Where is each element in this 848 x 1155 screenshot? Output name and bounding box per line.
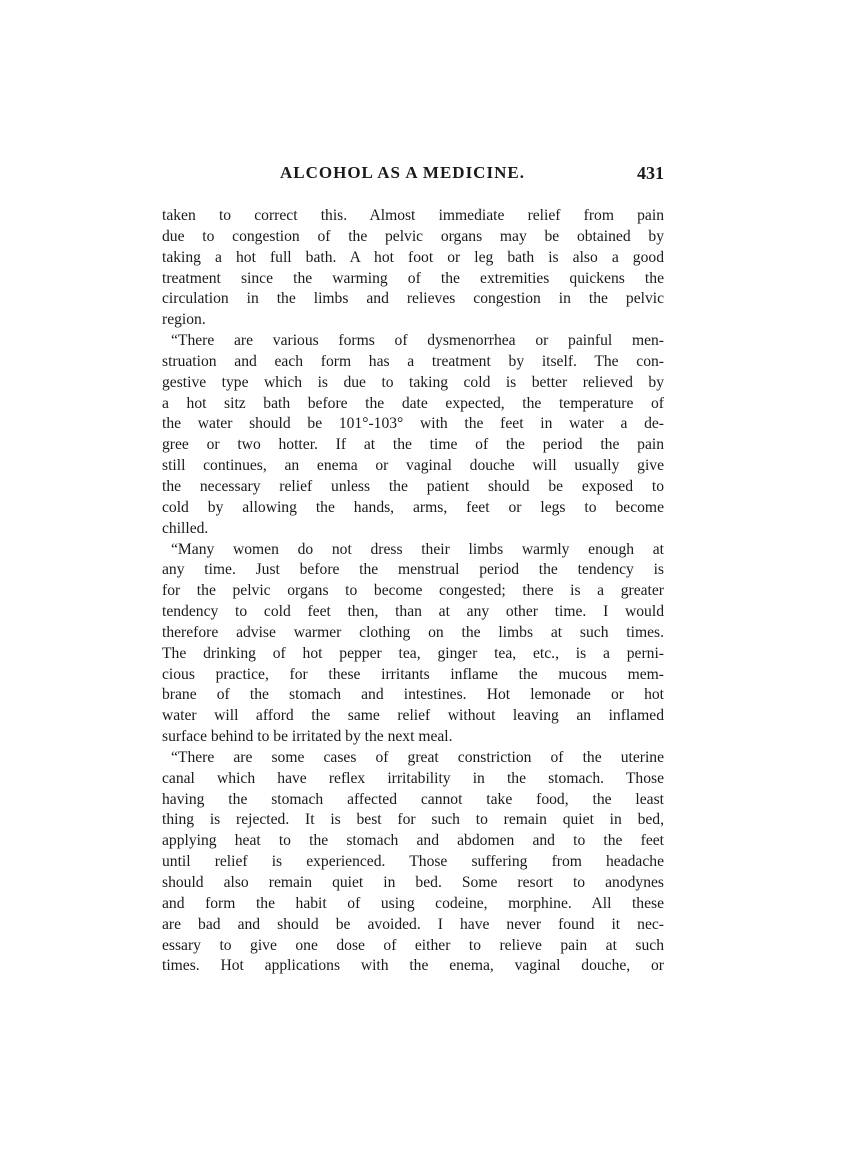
text-line: essary to give one dose of either to relieve pain at such xyxy=(162,936,664,954)
text-line: gestive type which is due to taking cold is better relieved by xyxy=(162,373,664,391)
text-line: region. xyxy=(162,311,206,329)
text-line: circulation in the limbs and relieves congestion in the pelvic xyxy=(162,290,664,308)
page-number: 431 xyxy=(637,163,664,183)
text-line: applying heat to the stomach and abdomen and to the feet xyxy=(162,832,664,850)
text-line: taken to correct this. Almost immediate relief from pain xyxy=(162,207,664,224)
text-line: should also remain quiet in bed. Some resort to anodynes xyxy=(162,874,664,891)
text-line: gree or two hotter. If at the time of the period the pain xyxy=(162,436,664,454)
text-line: cious practice, for these irritants inflame the mucous mem- xyxy=(162,665,664,683)
text-line: and form the habit of using codeine, morphine. All these xyxy=(162,894,664,912)
text-line: the necessary relief unless the patient should be exposed to xyxy=(162,477,664,495)
text-line: taking a hot full bath. A hot foot or leg bath is also a good xyxy=(162,248,664,266)
text-line: canal which have reflex irritability in the stomach. Those xyxy=(162,769,664,787)
text-line: treatment since the warming of the extremities quickens the xyxy=(162,269,664,287)
text-line: due to congestion of the pelvic organs may be obtained by xyxy=(162,227,664,245)
text-line: cold by allowing the hands, arms, feet or legs to become xyxy=(162,498,664,516)
running-title: ALCOHOL AS A MEDICINE. xyxy=(280,163,525,182)
text-line: having the stomach affected cannot take food, the least xyxy=(162,790,664,808)
text-line: for the pelvic organs to become congested; there is a greater xyxy=(162,582,664,600)
text-line: are bad and should be avoided. I have never found it nec- xyxy=(162,915,664,933)
text-line: times. Hot applications with the enema, vaginal douche, or xyxy=(162,957,664,975)
text-line: chilled. xyxy=(162,519,209,537)
text-line: still continues, an enema or vaginal douche will usually give xyxy=(162,457,664,475)
text-line: surface behind to be irritated by the next meal. xyxy=(162,728,453,746)
text-line: “Many women do not dress their limbs warmly enough at xyxy=(171,540,664,558)
running-head xyxy=(162,163,664,189)
text-line: any time. Just before the menstrual period the tendency is xyxy=(162,561,664,579)
text-line: therefore advise warmer clothing on the limbs at such times. xyxy=(162,623,664,641)
text-line: struation and each form has a treatment by itself. The con- xyxy=(162,352,664,370)
text-line: water will afford the same relief without leaving an inflamed xyxy=(162,707,664,725)
text-line: a hot sitz bath before the date expected, the temperature of xyxy=(162,394,664,412)
text-line: “There are some cases of great constriction of the uterine xyxy=(171,748,664,766)
body-text xyxy=(162,206,664,977)
text-line: until relief is experienced. Those suffering from headache xyxy=(162,853,664,871)
text-line: thing is rejected. It is best for such to remain quiet in bed, xyxy=(162,811,664,829)
text-line: tendency to cold feet then, than at any other time. I would xyxy=(162,603,664,621)
text-line: The drinking of hot pepper tea, ginger tea, etc., is a perni- xyxy=(162,644,664,662)
text-line: brane of the stomach and intestines. Hot lemonade or hot xyxy=(162,686,664,704)
text-line: the water should be 101°-103° with the feet in water a de- xyxy=(162,415,664,433)
text-line: “There are various forms of dysmenorrhea or painful men- xyxy=(171,332,664,350)
